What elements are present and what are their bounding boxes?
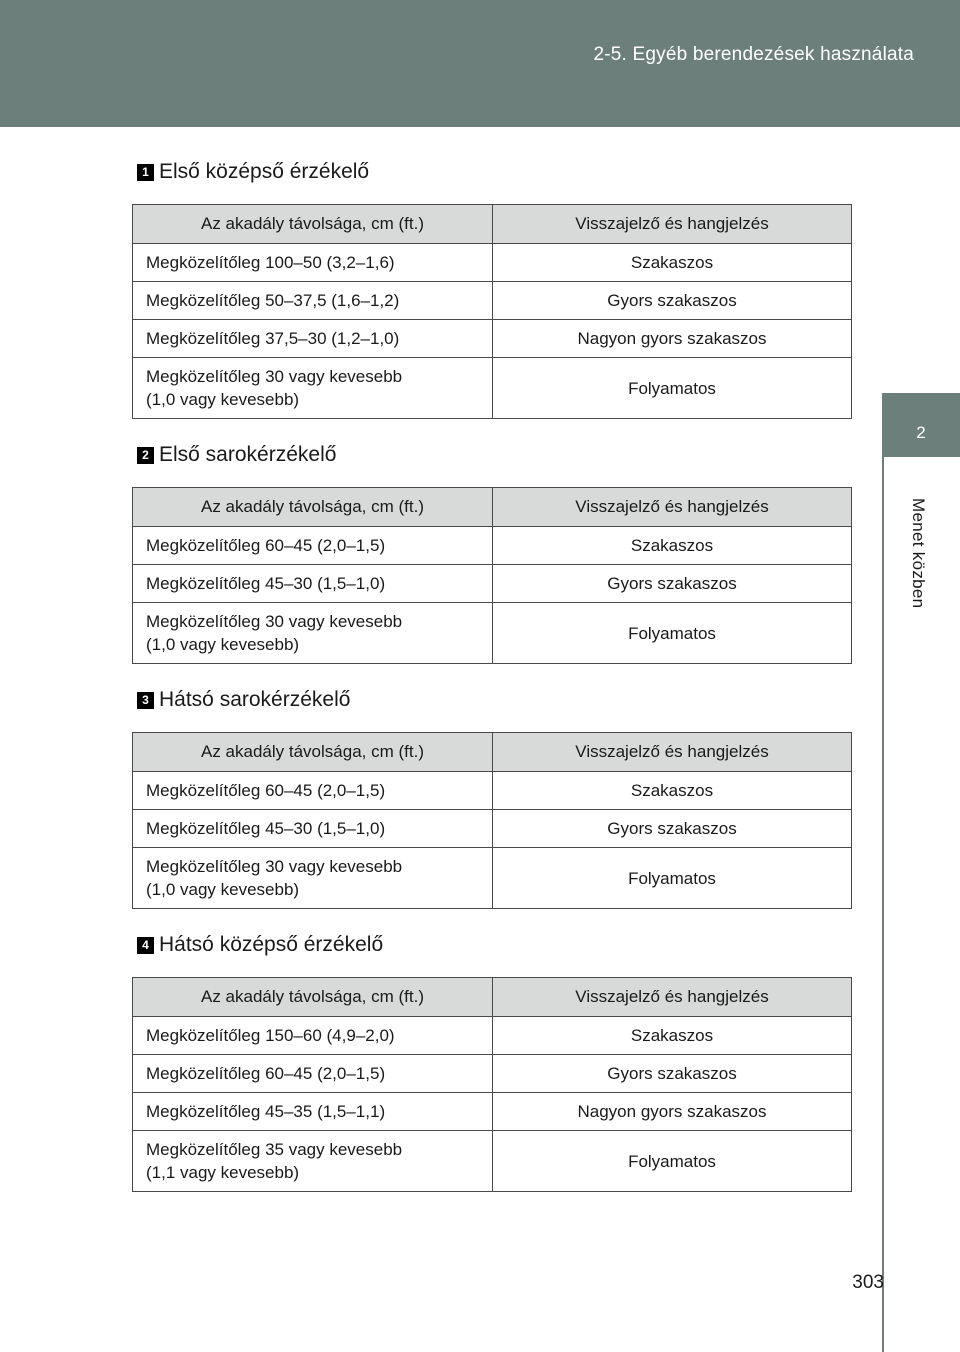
signal-cell: Szakaszos — [493, 1017, 852, 1055]
section-title: Első középső érzékelő — [159, 160, 370, 183]
signal-cell: Nagyon gyors szakaszos — [493, 320, 852, 358]
chapter-title: 2-5. Egyéb berendezések használata — [593, 44, 914, 65]
table-row — [133, 527, 852, 565]
section-heading — [137, 440, 853, 470]
section-rear-center — [137, 930, 853, 1192]
distance-cell: Megközelítőleg 45–30 (1,5–1,0) — [133, 810, 493, 848]
distance-line: (1,1 vagy kevesebb) — [146, 1163, 300, 1182]
distance-cell — [133, 1131, 493, 1192]
chapter-tab — [882, 393, 960, 457]
table-row — [133, 320, 852, 358]
distance-table — [132, 977, 852, 1192]
page-number: 303 — [852, 1272, 884, 1293]
table-header-row — [133, 733, 852, 772]
column-header-signal: Visszajelző és hangjelzés — [493, 205, 852, 244]
distance-cell: Megközelítőleg 37,5–30 (1,2–1,0) — [133, 320, 493, 358]
section-title: Hátsó sarokérzékelő — [159, 688, 351, 711]
distance-table — [132, 732, 852, 909]
table-row — [133, 810, 852, 848]
distance-cell — [133, 848, 493, 909]
signal-cell: Folyamatos — [493, 603, 852, 664]
column-header-distance: Az akadály távolsága, cm (ft.) — [133, 733, 493, 772]
section-number-badge: 1 — [137, 164, 154, 181]
column-header-signal: Visszajelző és hangjelzés — [493, 978, 852, 1017]
section-front-corner — [137, 440, 853, 664]
signal-cell: Gyors szakaszos — [493, 565, 852, 603]
distance-cell: Megközelítőleg 45–30 (1,5–1,0) — [133, 565, 493, 603]
section-number-badge: 2 — [137, 447, 154, 464]
column-header-signal: Visszajelző és hangjelzés — [493, 733, 852, 772]
section-title: Első sarokérzékelő — [159, 443, 337, 466]
distance-line: (1,0 vagy kevesebb) — [146, 635, 300, 654]
table-header-row — [133, 978, 852, 1017]
signal-cell: Folyamatos — [493, 1131, 852, 1192]
table-header-row — [133, 488, 852, 527]
page-header — [0, 0, 960, 127]
distance-cell: Megközelítőleg 50–37,5 (1,6–1,2) — [133, 282, 493, 320]
distance-table — [132, 487, 852, 664]
section-heading — [137, 685, 853, 715]
signal-cell: Folyamatos — [493, 848, 852, 909]
table-row — [133, 358, 852, 419]
column-header-signal: Visszajelző és hangjelzés — [493, 488, 852, 527]
section-heading — [137, 930, 853, 960]
distance-cell: Megközelítőleg 60–45 (2,0–1,5) — [133, 527, 493, 565]
distance-cell: Megközelítőleg 150–60 (4,9–2,0) — [133, 1017, 493, 1055]
section-title: Hátsó középső érzékelő — [159, 933, 384, 956]
table-row — [133, 1093, 852, 1131]
table-row — [133, 848, 852, 909]
signal-cell: Gyors szakaszos — [493, 1055, 852, 1093]
table-header-row — [133, 205, 852, 244]
distance-cell: Megközelítőleg 45–35 (1,5–1,1) — [133, 1093, 493, 1131]
distance-table — [132, 204, 852, 419]
chapter-number: 2 — [916, 423, 926, 442]
section-number-badge: 4 — [137, 937, 154, 954]
distance-line: (1,0 vagy kevesebb) — [146, 880, 300, 899]
table-row — [133, 603, 852, 664]
distance-line: Megközelítőleg 30 vagy kevesebb — [146, 367, 403, 386]
table-row — [133, 1055, 852, 1093]
distance-line: Megközelítőleg 30 vagy kevesebb — [146, 857, 403, 876]
chapter-label: Menet közben — [909, 498, 928, 609]
section-number-badge: 3 — [137, 692, 154, 709]
signal-cell: Szakaszos — [493, 244, 852, 282]
distance-line: Megközelítőleg 30 vagy kevesebb — [146, 612, 403, 631]
table-row — [133, 282, 852, 320]
distance-cell — [133, 603, 493, 664]
table-row — [133, 1017, 852, 1055]
signal-cell: Gyors szakaszos — [493, 282, 852, 320]
column-header-distance: Az akadály távolsága, cm (ft.) — [133, 488, 493, 527]
column-header-distance: Az akadály távolsága, cm (ft.) — [133, 205, 493, 244]
signal-cell: Szakaszos — [493, 527, 852, 565]
table-row — [133, 244, 852, 282]
distance-cell: Megközelítőleg 60–45 (2,0–1,5) — [133, 772, 493, 810]
section-rear-corner — [137, 685, 853, 909]
column-header-distance: Az akadály távolsága, cm (ft.) — [133, 978, 493, 1017]
signal-cell: Nagyon gyors szakaszos — [493, 1093, 852, 1131]
signal-cell: Szakaszos — [493, 772, 852, 810]
distance-cell: Megközelítőleg 60–45 (2,0–1,5) — [133, 1055, 493, 1093]
section-front-center — [137, 157, 853, 419]
signal-cell: Gyors szakaszos — [493, 810, 852, 848]
table-row — [133, 1131, 852, 1192]
table-row — [133, 772, 852, 810]
table-row — [133, 565, 852, 603]
distance-cell: Megközelítőleg 100–50 (3,2–1,6) — [133, 244, 493, 282]
distance-line: (1,0 vagy kevesebb) — [146, 390, 300, 409]
distance-cell — [133, 358, 493, 419]
distance-line: Megközelítőleg 35 vagy kevesebb — [146, 1140, 403, 1159]
signal-cell: Folyamatos — [493, 358, 852, 419]
section-heading — [137, 157, 853, 187]
